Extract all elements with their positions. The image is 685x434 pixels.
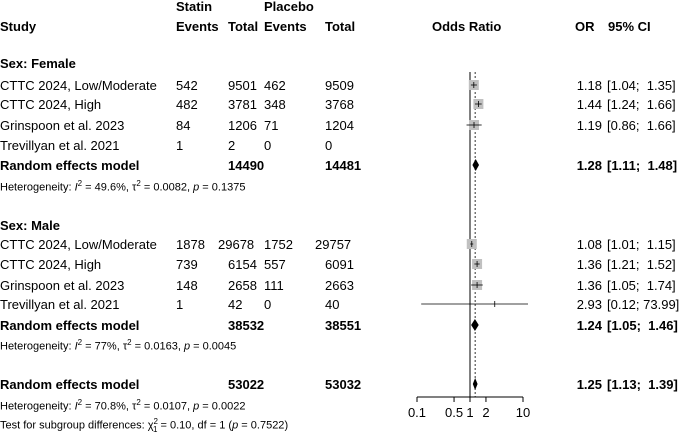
- summary-diamond: [471, 319, 479, 331]
- model-label: Random effects model: [0, 158, 140, 173]
- total-statin: 2658: [228, 278, 257, 293]
- het-p: 0.1375: [211, 181, 246, 194]
- het-tau2: 0.0163: [144, 340, 178, 353]
- total-placebo: 29757: [315, 237, 352, 252]
- summary-diamond: [472, 159, 479, 171]
- or-value: 1.36: [576, 257, 602, 272]
- header-group-statin: Statin: [176, 0, 213, 14]
- subgroup-chi2: 0.10: [170, 419, 192, 432]
- ci-value: [1.24; 1.66]: [607, 97, 676, 112]
- x-axis-tick-label: 2: [482, 405, 490, 420]
- ci-value: [1.04; 1.35]: [607, 78, 676, 93]
- or-value: 1.08: [576, 237, 602, 252]
- header-total-statin: Total: [228, 19, 259, 34]
- header-events-statin: Events: [176, 19, 219, 34]
- total-placebo: 1204: [325, 118, 354, 133]
- het-p: 0.0045: [202, 340, 237, 353]
- model-or-value: 1.28: [576, 158, 602, 173]
- total-placebo: 40: [325, 297, 340, 312]
- total-placebo: 9509: [325, 78, 354, 93]
- ci-value: [1.01; 1.15]: [607, 237, 676, 252]
- model-or-value: 1.24: [576, 318, 602, 333]
- study-name: CTTC 2024, Low/Moderate: [0, 237, 157, 252]
- ci-value: [1.21; 1.52]: [607, 257, 676, 272]
- or-value: 1.19: [576, 118, 602, 133]
- study-name: CTTC 2024, High: [0, 97, 102, 112]
- subgroup-df: 1: [219, 419, 226, 432]
- summary-diamond: [473, 378, 478, 390]
- subgroup-title-male: Sex: Male: [0, 218, 60, 233]
- study-name: Trevillyan et al. 2021: [0, 297, 120, 312]
- total-statin: 9501: [228, 78, 257, 93]
- total-statin: 1206: [228, 118, 257, 133]
- events-statin: 482: [176, 97, 198, 112]
- events-statin: 1: [176, 138, 184, 153]
- model-label: Random effects model: [0, 318, 140, 333]
- ci-value: [1.05; 1.74]: [607, 278, 676, 293]
- events-placebo: 1752: [264, 237, 293, 252]
- events-statin: 1878: [176, 237, 205, 252]
- header-or: OR: [575, 19, 595, 34]
- header-ci: 95% CI: [608, 19, 651, 34]
- total-placebo: 0: [325, 138, 333, 153]
- x-axis-tick-label: 0.1: [407, 405, 427, 420]
- het-tau2: 0.0107: [153, 400, 187, 413]
- study-name: CTTC 2024, High: [0, 257, 102, 272]
- het-tau2: 0.0082: [153, 181, 187, 194]
- events-placebo: 348: [264, 97, 286, 112]
- header-events-placebo: Events: [264, 19, 307, 34]
- ci-value: [0.12; 73.99]: [607, 297, 680, 312]
- header-odds-ratio: Odds Ratio: [432, 19, 502, 34]
- or-value: 1.18: [576, 78, 602, 93]
- events-statin: 1: [176, 297, 184, 312]
- header-group-placebo: Placebo: [264, 0, 314, 14]
- heterogeneity-female: Heterogeneity: $I^2 = 49.6\%$, $\tau^2 = 0.0082$, p = 0.1375: [0, 179, 246, 194]
- events-statin: 148: [176, 278, 198, 293]
- events-statin: 84: [176, 118, 191, 133]
- het-i2: 77%: [94, 340, 117, 353]
- events-statin: 542: [176, 78, 198, 93]
- or-value: 1.36: [576, 278, 602, 293]
- study-name: CTTC 2024, Low/Moderate: [0, 78, 157, 93]
- header-study: Study: [0, 19, 37, 34]
- events-placebo: 0: [264, 138, 272, 153]
- events-placebo: 111: [264, 278, 284, 293]
- model-total-placebo: 38551: [325, 318, 362, 333]
- subgroup-differences-test: Test for subgroup differences: $\chi^2_1 = 0.10$, df = 1 (p = 0.7522): [0, 417, 289, 434]
- overall-total-placebo: 53032: [325, 377, 362, 392]
- total-placebo: 2663: [325, 278, 354, 293]
- overall-or-value: 1.25: [576, 377, 602, 392]
- model-ci-value: [1.11; 1.48]: [607, 158, 678, 173]
- overall-total-statin: 53022: [228, 377, 265, 392]
- subgroup-title-female: Sex: Female: [0, 56, 76, 71]
- het-i2: 70.8%: [94, 400, 126, 413]
- subgroup-p: 0.7522: [250, 419, 285, 432]
- heterogeneity-male: Heterogeneity: $I^2 = 77\%$, $\tau^2 = 0.0163$, p = 0.0045: [0, 338, 237, 353]
- events-placebo: 462: [264, 78, 286, 93]
- model-total-placebo: 14481: [325, 158, 362, 173]
- study-name: Trevillyan et al. 2021: [0, 138, 120, 153]
- het-p: 0.0022: [211, 400, 246, 413]
- events-placebo: 557: [264, 257, 286, 272]
- events-placebo: 71: [264, 118, 279, 133]
- model-total-statin: 38532: [228, 318, 265, 333]
- events-placebo: 0: [264, 297, 272, 312]
- header-total-placebo: Total: [325, 19, 356, 34]
- x-axis-tick-label: 10: [515, 405, 531, 420]
- total-statin: 42: [228, 297, 243, 312]
- total-statin: 6154: [228, 257, 257, 272]
- total-statin: 3781: [228, 97, 257, 112]
- total-statin: 29678: [218, 237, 255, 252]
- events-statin: 739: [176, 257, 198, 272]
- or-value: 1.44: [576, 97, 602, 112]
- het-i2: 49.6%: [94, 181, 126, 194]
- study-name: Grinspoon et al. 2023: [0, 278, 125, 293]
- total-placebo: 6091: [325, 257, 354, 272]
- overall-ci-value: [1.13; 1.39]: [607, 377, 678, 392]
- model-total-statin: 14490: [228, 158, 265, 173]
- total-placebo: 3768: [325, 97, 354, 112]
- or-value: 2.93: [576, 297, 602, 312]
- model-ci-value: [1.05; 1.46]: [607, 318, 678, 333]
- overall-model-label: Random effects model: [0, 377, 140, 392]
- study-name: Grinspoon et al. 2023: [0, 118, 125, 133]
- ci-value: [0.86; 1.66]: [607, 118, 676, 133]
- total-statin: 2: [228, 138, 236, 153]
- x-axis-tick-label: 0.5: [445, 405, 464, 420]
- heterogeneity-overall: Heterogeneity: $I^2 = 70.8\%$, $\tau^2 = 0.0107$, p = 0.0022: [0, 398, 246, 413]
- x-axis-tick-label: 1: [466, 405, 474, 420]
